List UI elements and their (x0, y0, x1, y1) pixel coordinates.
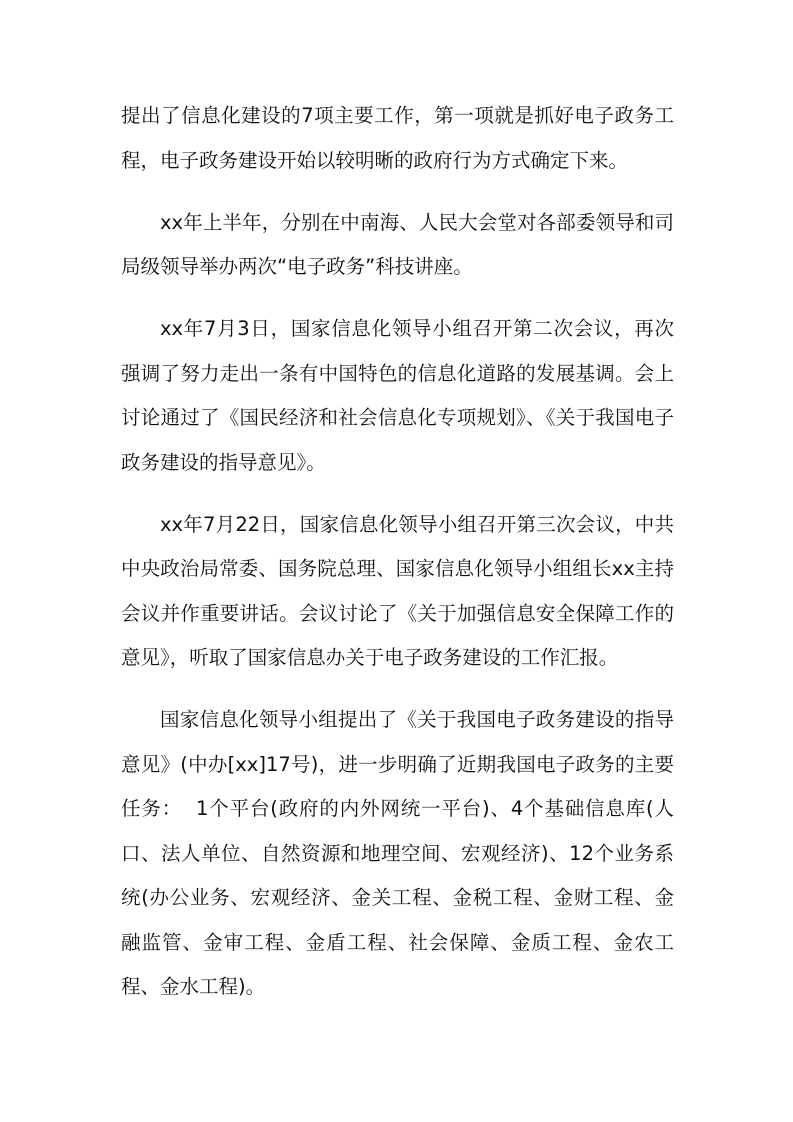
document-body (121, 94, 674, 1027)
paragraph-second-meeting: xx年7月3日，国家信息化领导小组召开第二次会议，再次强调了努力走出一条有中国特色的信息化道路的发展基调。会上讨论通过了《国民经济和社会信息化专项规划》、《关于我国电子政务建设的指导意见》。 (121, 317, 674, 474)
paragraph-third-meeting: xx年7月22日，国家信息化领导小组召开第三次会议，中共中央政治局常委、国务院总理、国家信息化领导小组组长xx主持会议并作重要讲话。会议讨论了《关于加强信息安全保障工作的意见》，听取了国家信息办关于电子政务建设的工作汇报。 (121, 512, 674, 669)
paragraph-continuation: 提出了信息化建设的7项主要工作，第一项就是抓好电子政务工程，电子政务建设开始以较明晰的政府行为方式确定下来。 (121, 104, 674, 172)
paragraph-main-tasks: 国家信息化领导小组提出了《关于我国电子政务建设的指导意见》(中办[xx]17号)，进一步明确了近期我国电子政务的主要任务： 1个平台(政府的内外网统一平台)、4个基础信息库(人口、法人单位、自然资源和地理空间、宏观经济)、12个业务系统(办公业务、宏观经济、金关工程、金税工程、金财工程、金融监管、金审工程、金盾工程、社会保障、金质工程、金农工程、金水工程)。 (121, 708, 674, 998)
paragraph-lecture-event: xx年上半年，分别在中南海、人民大会堂对各部委领导和司局级领导举办两次“电子政务”科技讲座。 (121, 210, 674, 278)
